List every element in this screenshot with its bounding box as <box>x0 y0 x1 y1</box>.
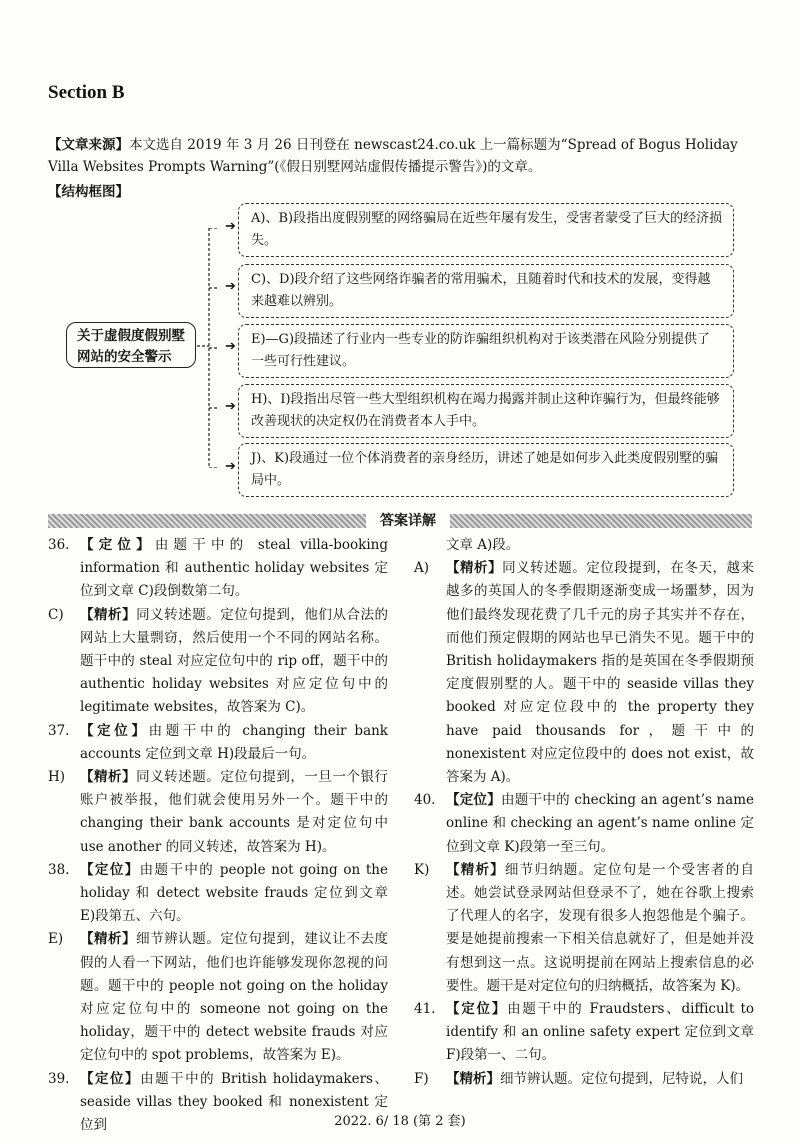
banner-title: 答案详解 <box>372 510 444 530</box>
answer-item: F) 【精析】细节辨认题。定位句提到，尼特说，人们 <box>414 1070 743 1087</box>
answer-item: H) 【精析】同义转述题。定位句提到，一旦一个银行账户被举报，他们就会使用另外一个。题干中的 changing their bank accounts 是对定位句中 use another 的同义转述，故答案为 H)。 <box>48 769 389 855</box>
answer-item: C) 【精析】同义转述题。定位句提到，他们从合法的网站上大量剽窃，然后使用一个不同的网站名称。题干中的 steal 对应定位句中的 rip off，题干中的 authentic holiday websites 对应定位句中的 legitimate websites，故答案为 C)。 <box>48 606 389 716</box>
arrow-icon: ➔ <box>225 399 236 414</box>
arrow-icon: ➔ <box>225 219 236 234</box>
answer-item: 41. 【定位】由题干中的 Fraudsters、difficult to identify 和 an online safety expert 定位到文章 F)段第一、二句。 <box>414 1001 755 1064</box>
bracket-connector <box>197 228 219 468</box>
arrow-icon: ➔ <box>225 459 236 474</box>
arrow-icon: ➔ <box>225 279 236 294</box>
answer-item: 40. 【定位】由题干中的 checking an agent’s name online 和 checking an agent’s name online 定位到文章 K)段第一至三句。 <box>414 792 754 855</box>
structure-box-cd: C)、D)段介绍了这些网络诈骗者的常用骗术，且随着时代和技术的发展，变得越来越难以辨别。 <box>238 264 734 318</box>
answer-item: 39. 【定位】由题干中的 British holidaymakers、seaside villas they booked 和 nonexistent 定位到 <box>48 1070 388 1134</box>
topic-box: 关于虚假度假别墅网站的安全警示 <box>66 322 196 368</box>
structure-box-jk: J)、K)段通过一位个体消费者的亲身经历，讲述了她是如何步入此类度假别墅的骗局中。 <box>238 443 734 497</box>
section-title: Section B <box>48 82 125 103</box>
answer-item: E) 【精析】细节辨认题。定位句提到，建议让不去度假的人看一下网站，他们也许能够发现你忽视的问题。题干中的 people not going on the holiday 对应定位句中的 someone not going on the holiday，题干中的 detect website frauds 对应定位句中的 spot problems，故答案为 E)。 <box>48 931 389 1064</box>
answer-item: 文章 A)段。 <box>446 537 520 553</box>
answer-item: 36. 【定位】由题干中的 steal villa-booking information 和 authentic holiday websites 定位到文章 C)段倒数第二句。 <box>48 537 389 600</box>
answer-item: A) 【精析】同义转述题。定位段提到，在冬天，越来越多的英国人的冬季假期逐渐变成一场噩梦，因为他们最终发现花费了几千元的房子其实并不存在，而他们预定假期的网站也早已消失不见。题干中的 British holidaymakers 指的是英国在冬季假期预定度假别墅的人。题干中的 seaside villas they booked 对应定位段中的 the property they have paid thousands for，题干中的 nonexistent 对应定位段中的 does not exist，故答案为 A)。 <box>414 560 755 786</box>
structure-box-hi: H)、I)段指出尽管一些大型组织机构在竭力揭露并制止这种诈骗行为，但最终能够改善现状的决定权仍在消费者本人手中。 <box>238 384 734 438</box>
banner-stripe-right <box>450 514 752 528</box>
right-column <box>414 534 754 1091</box>
answer-item: K) 【精析】细节归纳题。定位句是一个受害者的自述。她尝试登录网站但登录不了，她在谷歌上搜索了代理人的名字，发现有很多人抱怨他是个骗子。要是她提前搜索一下相关信息就好了，但是她并没有想到这一点。这说明提前在网站上搜索信息的必要性。题干是对定位句的归纳概括，故答案为 K)。 <box>414 861 755 994</box>
banner-stripe-left <box>48 514 366 528</box>
answer-item: 37. 【定位】由题干中的 changing their bank accounts 定位到文章 H)段最后一句。 <box>48 722 388 762</box>
source-text: 本文选自 2019 年 3 月 26 日刊登在 newscast24.co.uk 上一篇标题为“Spread of Bogus Holiday Villa Websites Prompts Warning”(《假日别墅网站虚假传播提示警告》)的文章。 <box>48 137 738 175</box>
answer-item: 38. 【定位】由题干中的 people not going on the holiday 和 detect website frauds 定位到文章 E)段第五、六句。 <box>48 861 388 925</box>
structure-box-eg: E)—G)段描述了行业内一些专业的防诈骗组织机构对于该类潜在风险分别提供了一些可行性建议。 <box>238 324 734 378</box>
structure-box-ab: A)、B)段指出度假别墅的网络骗局在近些年屡有发生，受害者蒙受了巨大的经济损失。 <box>238 203 734 257</box>
left-column <box>48 534 388 1137</box>
page-footer: 2022. 6/ 18 (第 2 套) <box>334 1114 466 1129</box>
structure-label: 【结构框图】 <box>48 184 129 200</box>
answer-banner <box>48 510 752 532</box>
arrow-icon: ➔ <box>225 339 236 354</box>
article-source <box>48 134 752 178</box>
source-tag: 【文章来源】 <box>48 137 129 153</box>
